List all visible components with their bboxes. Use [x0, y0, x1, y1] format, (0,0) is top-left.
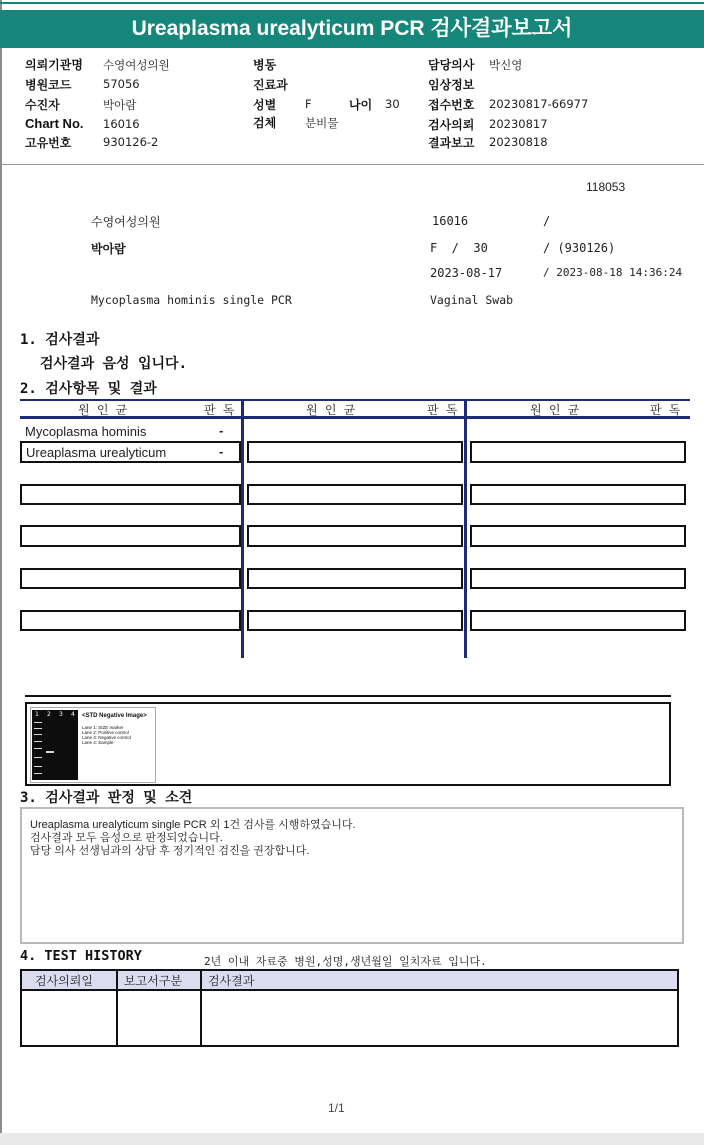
summary-patient-name: 박아람 — [91, 242, 126, 256]
value-report-date: 20230818 — [489, 135, 548, 149]
col-header-judgement-1: 판 독 — [204, 403, 235, 417]
value-specimen: 분비물 — [305, 116, 339, 130]
section4-note: 2년 이내 자료중 병원,성명,생년월일 일치자료 입니다. — [204, 955, 487, 968]
gel-legend-item: Lane 4: Sample — [82, 740, 114, 745]
organism-result: - — [219, 423, 224, 438]
section2-title: 2. 검사항목 및 결과 — [20, 381, 157, 397]
summary-slash: / — [543, 214, 551, 228]
value-receipt-no: 20230817-66977 — [489, 97, 589, 111]
history-header-rule — [20, 989, 679, 991]
summary-report-datetime: / 2023-08-18 14:36:24 — [543, 266, 683, 279]
lane-number: 4 — [71, 711, 75, 718]
result-cell — [470, 441, 686, 463]
label-patient: 수진자 — [25, 98, 60, 112]
value-chart-no: 16016 — [103, 117, 140, 131]
page-bottom-bar — [0, 1133, 704, 1145]
label-doctor: 담당의사 — [428, 58, 475, 72]
report-title: Ureaplasma urealyticum PCR 검사결과보고서 — [0, 10, 704, 48]
value-age: 30 — [385, 97, 400, 111]
value-sex: F — [305, 97, 312, 111]
organism-name: Ureaplasma urealyticum — [26, 445, 167, 460]
value-hospital-code: 57056 — [103, 77, 140, 91]
gel-top-rule — [25, 695, 671, 697]
page-left-edge — [0, 0, 2, 1145]
grid-col-divider-1 — [241, 401, 244, 658]
gel-band — [34, 722, 42, 723]
result-cell — [20, 568, 241, 589]
summary-birth: / (930126) — [543, 241, 616, 255]
result-cell — [470, 525, 686, 547]
result-cell — [247, 525, 463, 547]
result-cell — [470, 610, 686, 631]
gel-band — [34, 757, 42, 758]
col-header-pathogen-2: 원 인 균 — [306, 403, 356, 417]
col-header-judgement-2: 판 독 — [427, 403, 458, 417]
page-number: 1/1 — [328, 1101, 345, 1115]
section4-title: 4. TEST HISTORY — [20, 948, 142, 964]
gel-band — [34, 748, 42, 749]
history-col-divider — [116, 969, 118, 1047]
opinion-line: Ureaplasma urealyticum single PCR 외 1건 검사를 시행하였습니다. — [30, 819, 356, 831]
summary-sex-age: F / 30 — [430, 241, 488, 255]
value-patient: 박아람 — [103, 98, 137, 112]
label-sex: 성별 — [253, 98, 277, 112]
col-header-pathogen-1: 원 인 균 — [78, 403, 128, 417]
gel-legend-item: Lane 2: Positive control — [82, 730, 129, 735]
document-number: 118053 — [586, 180, 626, 194]
opinion-box — [20, 807, 684, 944]
lane-number: 1 — [35, 711, 39, 718]
gel-band — [34, 728, 42, 729]
value-doctor: 박신영 — [489, 58, 523, 72]
label-age: 나이 — [349, 98, 373, 112]
result-cell — [247, 568, 463, 589]
organism-name: Mycoplasma hominis — [25, 424, 147, 439]
summary-institution: 수영여성의원 — [91, 215, 161, 229]
history-header-row — [22, 971, 677, 989]
label-institution: 의뢰기관명 — [25, 58, 83, 72]
gel-band — [34, 766, 42, 767]
summary-chart-no: 16016 — [432, 214, 469, 228]
label-hospital-code: 병원코드 — [25, 78, 72, 92]
result-cell — [247, 610, 463, 631]
value-institution: 수영여성의원 — [103, 58, 170, 72]
opinion-line: 담당 의사 선생님과의 상담 후 정기적인 검진을 권장합니다. — [30, 845, 310, 857]
label-ward: 병동 — [253, 58, 277, 72]
result-cell — [20, 441, 241, 463]
label-unique-id: 고유번호 — [25, 136, 72, 150]
col-header-pathogen-3: 원 인 균 — [530, 403, 580, 417]
opinion-line: 검사결과 모두 음성으로 판정되었습니다. — [30, 832, 223, 844]
history-col-report-type: 보고서구분 — [124, 974, 182, 988]
label-specimen: 검체 — [253, 116, 277, 130]
value-unique-id: 930126-2 — [103, 135, 159, 149]
value-request-date: 20230817 — [489, 117, 548, 131]
organism-result: - — [219, 444, 224, 459]
summary-request-date: 2023-08-17 — [430, 266, 503, 280]
result-cell — [470, 484, 686, 505]
gel-image — [32, 710, 78, 780]
history-col-divider — [200, 969, 202, 1047]
result-cell — [20, 525, 241, 547]
lane-number: 3 — [59, 711, 63, 718]
label-chart-no: Chart No. — [25, 116, 84, 131]
gel-legend-item: Lane 3: Negative control — [82, 735, 131, 740]
gel-band — [34, 734, 42, 735]
summary-specimen: Vaginal Swab — [430, 293, 514, 307]
label-clinical-info: 임상정보 — [428, 78, 475, 92]
label-report-date: 결과보고 — [428, 136, 475, 150]
gel-band — [34, 741, 42, 742]
gel-legend-item: Lane 1: SIZE marker — [82, 725, 124, 730]
label-receipt-no: 접수번호 — [428, 98, 475, 112]
gel-legend-title: <STD Negative Image> — [82, 713, 147, 719]
gel-band — [34, 773, 42, 774]
result-cell — [470, 568, 686, 589]
gel-legend — [82, 713, 154, 745]
history-col-result: 검사결과 — [208, 974, 255, 988]
result-cell — [247, 441, 463, 463]
summary-test-name: Mycoplasma hominis single PCR — [91, 293, 292, 307]
grid-col-divider-2 — [464, 401, 467, 658]
section1-result: 검사결과 음성 입니다. — [40, 356, 188, 372]
result-cell — [20, 484, 241, 505]
header-divider — [0, 164, 704, 165]
history-col-request-date: 검사의뢰일 — [35, 974, 93, 988]
col-header-judgement-3: 판 독 — [650, 403, 681, 417]
label-request-date: 검사의뢰 — [428, 118, 475, 132]
section1-title: 1. 검사결과 — [20, 332, 100, 348]
result-cell — [247, 484, 463, 505]
result-cell — [20, 610, 241, 631]
label-department: 진료과 — [253, 78, 288, 92]
section3-title: 3. 검사결과 판정 및 소견 — [20, 790, 193, 806]
top-rule — [0, 2, 704, 4]
gel-band — [46, 751, 54, 753]
lane-number: 2 — [47, 711, 51, 718]
